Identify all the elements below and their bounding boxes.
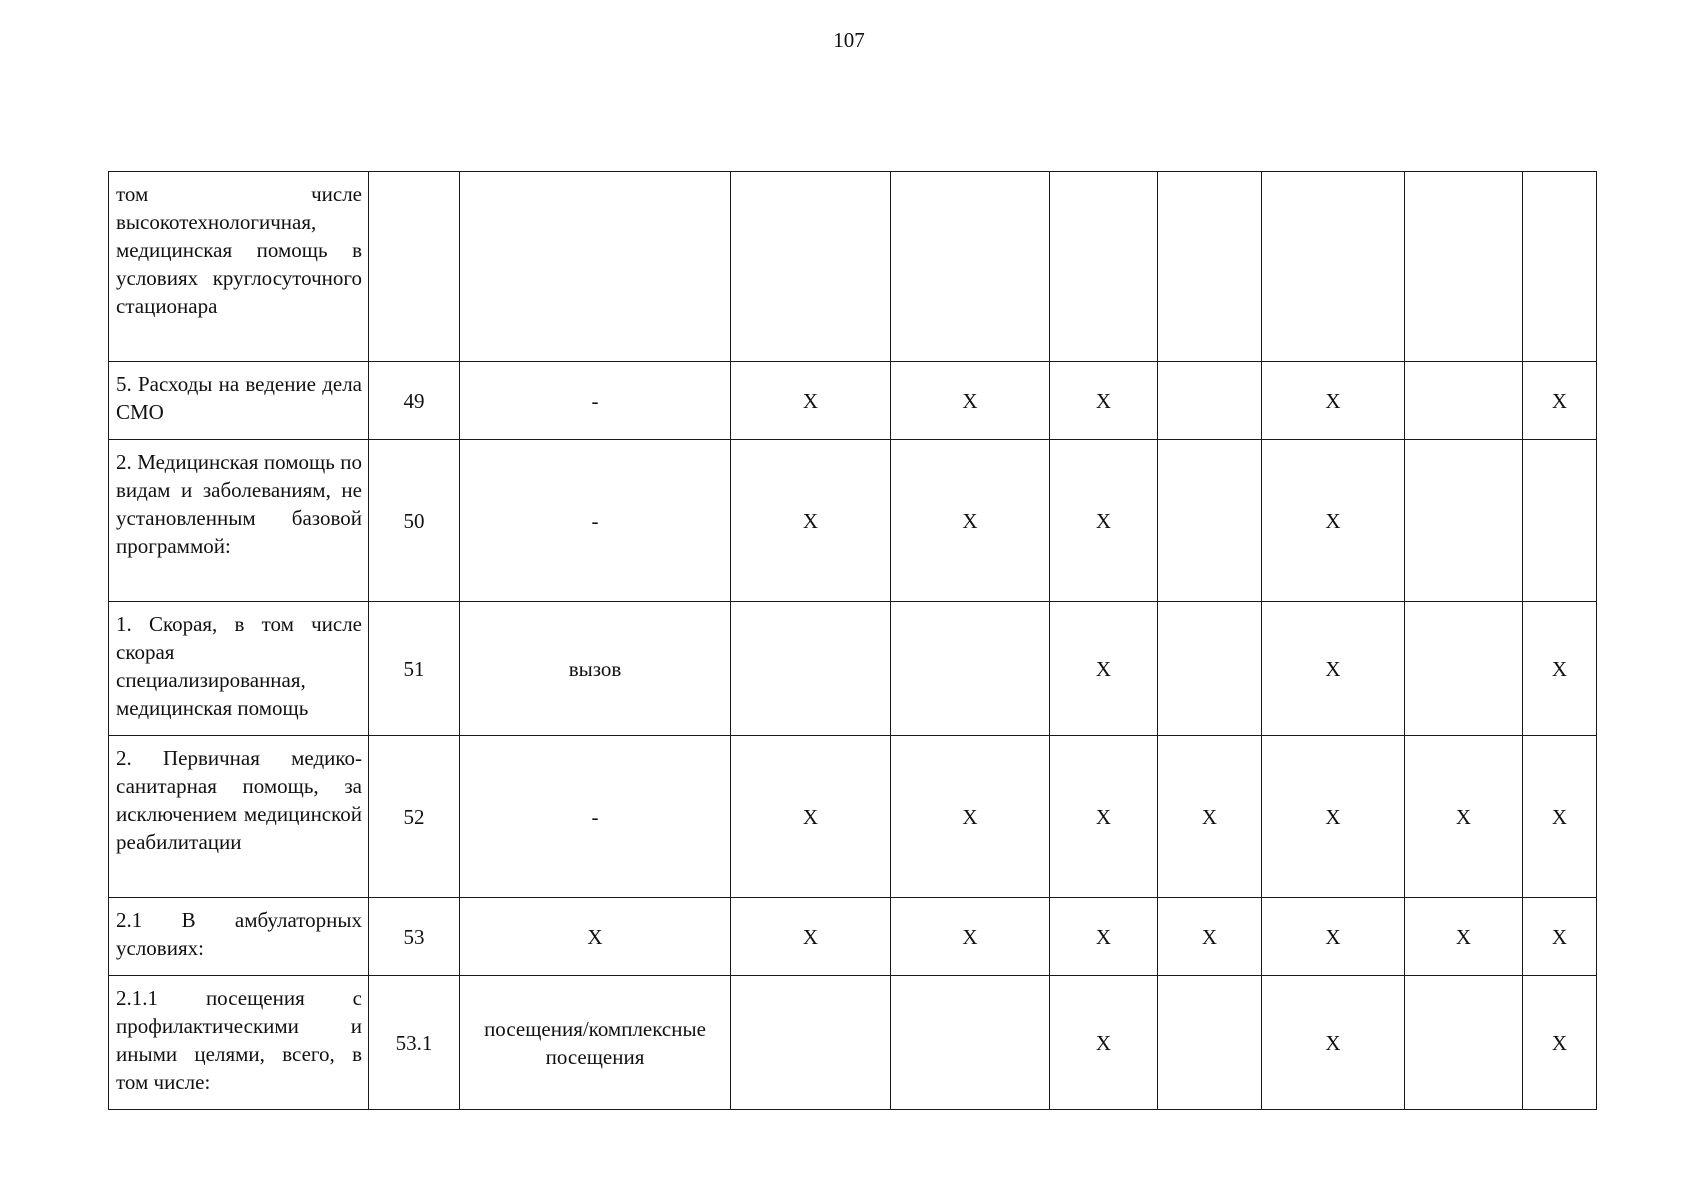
cell-value: X	[1551, 804, 1568, 829]
cell-value: X	[1201, 804, 1218, 829]
value-cell	[731, 736, 891, 898]
row-unit-cell	[460, 172, 731, 362]
value-cell	[1405, 440, 1523, 602]
cell-value: X	[1095, 1030, 1112, 1055]
row-name: 2. Медицинская помощь по видам и заболеваниям, не установленным базовой программой:	[116, 450, 362, 558]
table-row	[109, 976, 1597, 1110]
value-cell	[1050, 602, 1158, 736]
row-code: 53	[403, 924, 425, 949]
cell-value: X	[1095, 508, 1112, 533]
cell-value: X	[1325, 1030, 1341, 1055]
row-code-cell	[369, 976, 460, 1110]
row-unit-cell	[460, 602, 731, 736]
row-name-cell	[109, 440, 369, 602]
cell-value: X	[1455, 804, 1472, 829]
value-cell	[1050, 976, 1158, 1110]
value-cell	[1523, 440, 1597, 602]
cell-value: X	[1455, 924, 1472, 949]
value-cell	[1523, 976, 1597, 1110]
value-cell	[1262, 602, 1405, 736]
value-cell	[1405, 602, 1523, 736]
value-cell	[1158, 602, 1262, 736]
row-unit: -	[591, 508, 599, 533]
table-row	[109, 172, 1597, 362]
value-cell	[1523, 172, 1597, 362]
cell-value: X	[1095, 388, 1112, 413]
data-table	[108, 171, 1597, 1110]
value-cell	[1523, 602, 1597, 736]
value-cell	[891, 898, 1050, 976]
row-name-cell	[109, 362, 369, 440]
value-cell	[1405, 736, 1523, 898]
row-code: 49	[403, 388, 425, 413]
cell-value: X	[1551, 656, 1568, 681]
cell-value: X	[1325, 508, 1341, 533]
row-code-cell	[369, 602, 460, 736]
cell-value: X	[1201, 924, 1218, 949]
value-cell	[1262, 440, 1405, 602]
cell-value: X	[1551, 388, 1568, 413]
cell-value: X	[1095, 656, 1112, 681]
table-row	[109, 736, 1597, 898]
value-cell	[1405, 898, 1523, 976]
cell-value: X	[1551, 1030, 1568, 1055]
value-cell	[1158, 440, 1262, 602]
row-name-cell	[109, 736, 369, 898]
cell-value: X	[1325, 804, 1341, 829]
value-cell	[1405, 362, 1523, 440]
value-cell	[891, 736, 1050, 898]
cell-value: X	[1551, 924, 1568, 949]
cell-value: X	[1325, 924, 1341, 949]
value-cell	[1158, 172, 1262, 362]
row-code: 52	[403, 804, 425, 829]
cell-value: X	[802, 388, 819, 413]
value-cell	[1405, 976, 1523, 1110]
row-code-cell	[369, 898, 460, 976]
value-cell	[731, 602, 891, 736]
value-cell	[731, 898, 891, 976]
row-code-cell	[369, 440, 460, 602]
cell-value: X	[962, 804, 978, 829]
row-name-cell	[109, 898, 369, 976]
row-code: 53.1	[395, 1030, 433, 1055]
cell-value: X	[802, 924, 819, 949]
row-name: 5. Расходы на ведение дела СМО	[116, 372, 362, 424]
value-cell	[1262, 736, 1405, 898]
row-unit-cell	[460, 362, 731, 440]
value-cell	[731, 976, 891, 1110]
table-row	[109, 440, 1597, 602]
row-name: 2.1 В амбулаторных условиях:	[116, 908, 362, 960]
value-cell	[1050, 362, 1158, 440]
value-cell	[1262, 362, 1405, 440]
cell-value: X	[1095, 924, 1112, 949]
cell-value: X	[802, 804, 819, 829]
row-unit-cell	[460, 898, 731, 976]
value-cell	[891, 976, 1050, 1110]
row-unit: -	[591, 388, 599, 413]
value-cell	[1050, 172, 1158, 362]
row-name-cell	[109, 172, 369, 362]
row-name: 2. Первичная медико-санитарная помощь, за исключением медицинской реабилитации	[116, 746, 362, 854]
value-cell	[1158, 898, 1262, 976]
row-name: 1. Скорая, в том числе скорая специализированная, медицинская помощь	[116, 612, 362, 720]
value-cell	[731, 440, 891, 602]
value-cell	[1050, 736, 1158, 898]
row-name: 2.1.1 посещения с профилактическими и иными целями, всего, в том числе:	[116, 986, 362, 1094]
table-row	[109, 898, 1597, 976]
value-cell	[891, 172, 1050, 362]
value-cell	[1523, 736, 1597, 898]
value-cell	[731, 362, 891, 440]
value-cell	[731, 172, 891, 362]
value-cell	[1262, 172, 1405, 362]
row-code-cell	[369, 362, 460, 440]
value-cell	[1523, 898, 1597, 976]
row-unit: вызов	[568, 656, 622, 681]
table-row	[109, 602, 1597, 736]
row-unit: X	[587, 924, 603, 949]
value-cell	[1262, 976, 1405, 1110]
cell-value: X	[962, 508, 978, 533]
row-name-cell	[109, 602, 369, 736]
row-name: том числе высокотехнологичная, медицинская помощь в условиях круглосуточного стационара	[116, 182, 362, 318]
cell-value: X	[802, 508, 819, 533]
cell-value: X	[1325, 656, 1341, 681]
cell-value: X	[1325, 388, 1341, 413]
row-code: 50	[403, 508, 425, 533]
row-unit-cell	[460, 440, 731, 602]
table-row	[109, 362, 1597, 440]
value-cell	[891, 440, 1050, 602]
page-number: 107	[833, 28, 865, 52]
row-code-cell	[369, 172, 460, 362]
table-body	[109, 172, 1597, 1110]
value-cell	[1523, 362, 1597, 440]
row-code: 51	[403, 656, 425, 681]
row-unit-cell	[460, 976, 731, 1110]
row-unit: посещения/комплексные посещения	[484, 1016, 706, 1069]
value-cell	[891, 602, 1050, 736]
row-name-cell	[109, 976, 369, 1110]
value-cell	[1158, 362, 1262, 440]
row-code-cell	[369, 736, 460, 898]
row-unit: -	[591, 804, 599, 829]
cell-value: X	[962, 924, 978, 949]
value-cell	[1050, 440, 1158, 602]
value-cell	[1405, 172, 1523, 362]
cell-value: X	[1095, 804, 1112, 829]
value-cell	[1158, 976, 1262, 1110]
value-cell	[1158, 736, 1262, 898]
value-cell	[891, 362, 1050, 440]
cell-value: X	[962, 388, 978, 413]
value-cell	[1050, 898, 1158, 976]
row-unit-cell	[460, 736, 731, 898]
value-cell	[1262, 898, 1405, 976]
